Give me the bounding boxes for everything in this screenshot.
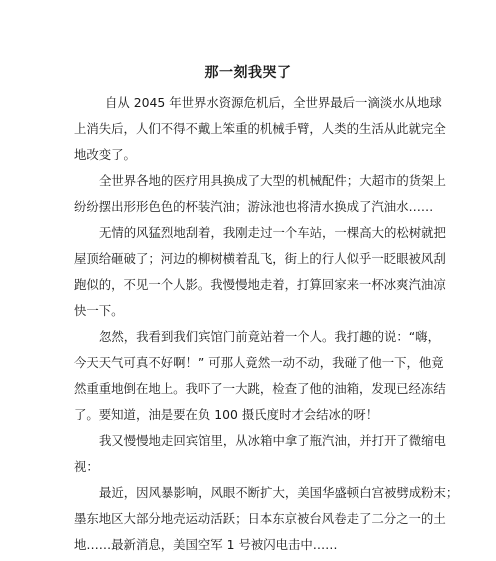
paragraph-6-line-1: 最近，因风暴影响，风眼不断扩大，美国华盛顿白宫被劈成粉末； <box>99 485 459 500</box>
paragraph-3-line-3: 跑似的，不见一个人影。我慢慢地走着，打算回家来一杯冰爽汽油凉 <box>74 277 446 292</box>
paragraph-5-line-2: 视： <box>74 459 99 474</box>
paragraph-6-line-3: 地……最新消息，美国空军 1 号被闪电击中…… <box>74 537 338 552</box>
paragraph-2-line-2: 纷纷摆出形形色色的杯装汽油；游泳池也将清水换成了汽油水…… <box>74 199 434 214</box>
paragraph-4-line-1: 忽然，我看到我们宾馆门前竟站着一个人。我打趣的说：“嗨， <box>99 329 440 344</box>
paragraph-3-line-4: 快一下。 <box>74 303 124 318</box>
paragraph-3-line-1: 无情的风猛烈地刮着，我刚走过一个车站，一棵高大的松树就把 <box>99 225 446 240</box>
paragraph-4-line-2: 今天天气可真不好啊！” 可那人竟然一动不动，我碰了他一下，他竟 <box>74 355 444 370</box>
paragraph-3-line-2: 屋顶给砸破了；河边的柳树横着乱飞，街上的行人似乎一眨眼被风刮 <box>74 251 446 266</box>
paragraph-1-line-3: 地改变了。 <box>74 147 136 162</box>
paragraph-1-line-1: 自从 2045 年世界水资源危机后，全世界最后一滴淡水从地球 <box>105 95 442 110</box>
article-title: 那一刻我哭了 <box>204 65 292 81</box>
paragraph-6-line-2: 墨东地区大部分地壳运动活跃；日本东京被台风卷走了二分之一的土 <box>74 511 446 526</box>
paragraph-2-line-1: 全世界各地的医疗用具换成了大型的机械配件；大超市的货架上 <box>99 173 446 188</box>
paragraph-1-line-2: 上消失后，人们不得不戴上笨重的机械手臂，人类的生活从此就完全 <box>74 121 446 136</box>
paragraph-4-line-3: 然重重地倒在地上。我吓了一大跳，检查了他的油箱，发现已经冻结 <box>74 381 446 396</box>
paragraph-5-line-1: 我又慢慢地走回宾馆里，从冰箱中拿了瓶汽油，并打开了微缩电 <box>99 433 446 448</box>
article-body <box>74 90 459 558</box>
paragraph-4-line-4: 了。要知道，油是要在负 100 摄氏度时才会结冰的呀！ <box>74 407 379 422</box>
